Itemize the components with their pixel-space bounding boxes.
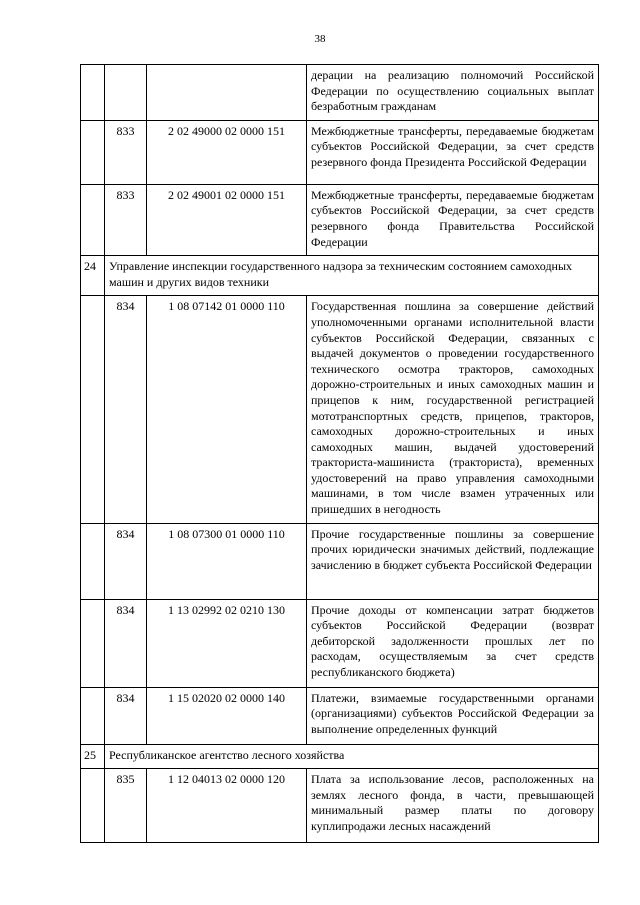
description-cell: Межбюджетные трансферты, передаваемые бюджетам субъектов Российской Федерации, за счет средств резервного фонда Президента Российской Федерации <box>307 120 599 184</box>
table-row <box>81 184 599 255</box>
description-cell: Платежи, взимаемые государственными органами (организациями) субъектов Российской Федерации за выполнение определенных функций <box>307 687 599 744</box>
table-row <box>81 65 599 121</box>
admin-code-cell: 834 <box>105 599 147 687</box>
admin-code-cell: 834 <box>105 687 147 744</box>
description-cell: Государственная пошлина за совершение действий уполномоченными органами исполнительной власти субъектов Российской Федерации, связанных с выдачей документов о проведении государственного технического осмотра тракторов, самоходных дорожно-строительных и иных самоходных машин и прицепов к ним, государственной регистрацией мототранспортных средств, прицепов, тракторов, самоходных дорожно-строительных и иных самоходных машин, выдачей удостоверений тракториста-машиниста (тракториста), временных удостоверений на право управления самоходными машинами, в том числе взамен утраченных или пришедших в негодность <box>307 296 599 523</box>
section-title: Республиканское агентство лесного хозяйства <box>105 744 599 769</box>
budget-code-cell: 1 12 04013 02 0000 120 <box>147 769 307 843</box>
description-cell: Межбюджетные трансферты, передаваемые бюджетам субъектов Российской Федерации, за счет средств резервного фонда Правительства Российской Федерации <box>307 184 599 255</box>
section-row <box>81 744 599 769</box>
budget-code-cell: 1 15 02020 02 0000 140 <box>147 687 307 744</box>
budget-code-cell: 1 13 02992 02 0210 130 <box>147 599 307 687</box>
budget-code-cell: 2 02 49001 02 0000 151 <box>147 184 307 255</box>
page-number: 38 <box>314 33 326 45</box>
admin-code-cell: 834 <box>105 296 147 523</box>
admin-code-cell: 833 <box>105 120 147 184</box>
section-title: Управление инспекции государственного надзора за техническим состоянием самоходных машин и других видов техники <box>105 256 599 296</box>
description-cell: Прочие государственные пошлины за совершение прочих юридически значимых действий, подлежащие зачислению в бюджет субъекта Российской Федерации <box>307 523 599 599</box>
table-row <box>81 523 599 599</box>
budget-code-cell: 1 08 07300 01 0000 110 <box>147 523 307 599</box>
section-number: 24 <box>81 256 105 296</box>
section-number: 25 <box>81 744 105 769</box>
description-cell: Прочие доходы от компенсации затрат бюджетов субъектов Российской Федерации (возврат дебиторской задолженности прошлых лет по расходам, осуществляемым за счет средств республиканского бюджета) <box>307 599 599 687</box>
table-row <box>81 687 599 744</box>
admin-code-cell: 835 <box>105 769 147 843</box>
budget-code-cell <box>147 65 307 121</box>
revenue-codes-table <box>80 64 599 843</box>
description-cell: дерации на реализацию полномочий Российской Федерации по осуществлению социальных выплат безработным гражданам <box>307 65 599 121</box>
table-row <box>81 296 599 523</box>
table-row <box>81 769 599 843</box>
table-row <box>81 599 599 687</box>
admin-code-cell: 833 <box>105 184 147 255</box>
admin-code-cell <box>105 65 147 121</box>
table-row <box>81 120 599 184</box>
budget-code-cell: 2 02 49000 02 0000 151 <box>147 120 307 184</box>
budget-code-cell: 1 08 07142 01 0000 110 <box>147 296 307 523</box>
description-cell: Плата за использование лесов, расположенных на землях лесного фонда, в части, превышающей минимальный размер платы по договору куплипродажи лесных насаждений <box>307 769 599 843</box>
admin-code-cell: 834 <box>105 523 147 599</box>
section-row <box>81 256 599 296</box>
